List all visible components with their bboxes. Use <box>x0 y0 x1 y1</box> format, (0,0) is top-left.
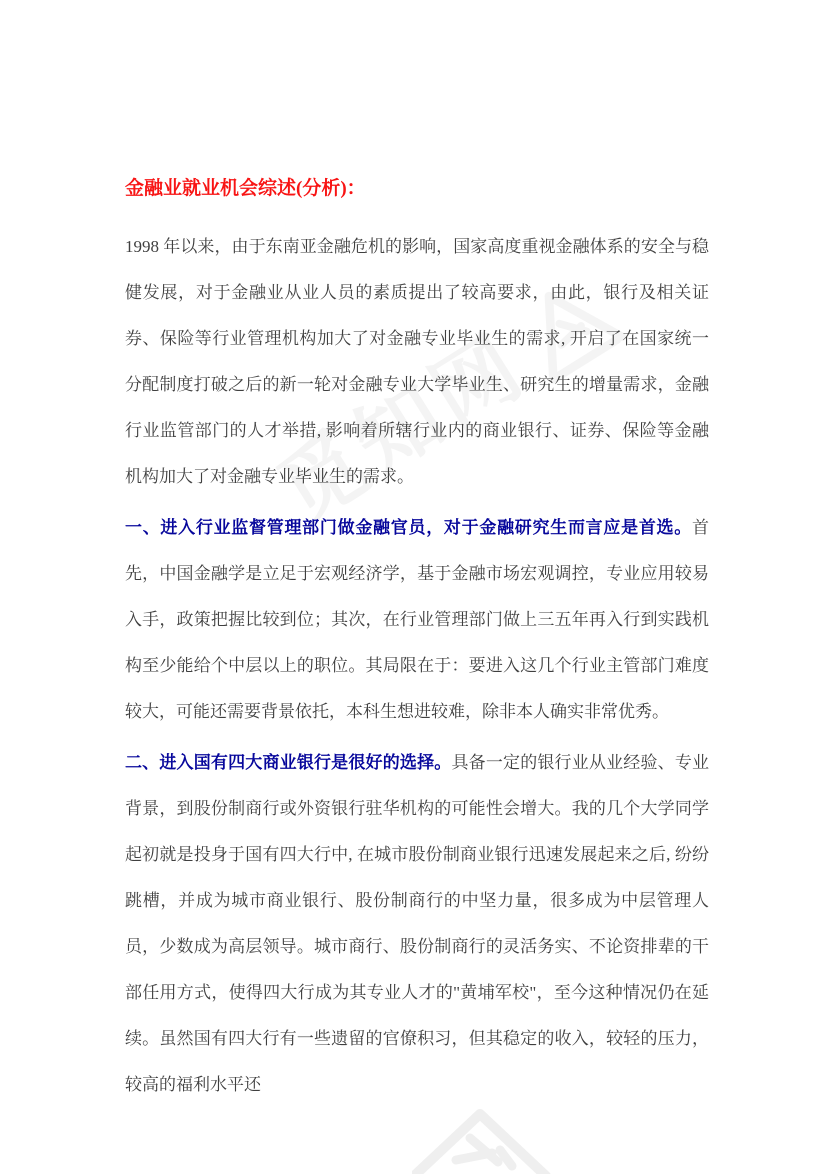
section-2-paragraph <box>125 740 709 1108</box>
intro-paragraph <box>125 224 709 500</box>
section-1-paragraph <box>125 505 709 735</box>
watermark-bottom-triangle-icon <box>412 1108 572 1174</box>
intro-paragraph-text: 1998 年以来，由于东南亚金融危机的影响，国家高度重视金融体系的安全与稳健发展，对于金融业从业人员的素质提出了较高要求，由此，银行及相关证券、保险等行业管理机构加大了对金融专业毕业生的需求, 开启了在国家统一分配制度打破之后的新一轮对金融专业大学毕业生、研究生的增量需求，金融行业监管部门的人才举措, 影响着所辖行业内的商业银行、证券、保险等金融机构加大了对金融专业毕业生的需求。 <box>125 237 709 486</box>
section-1-text: 首先，中国金融学是立足于宏观经济学，基于金融市场宏观调控，专业应用较易入手，政策把握比较到位；其次，在行业管理部门做上三五年再入行到实践机构至少能给个中层以上的职位。其局限在于：要进入这几个行业主管部门难度较大，可能还需要背景依托，本科生想进较难，除非本人确实非常优秀。 <box>125 518 709 721</box>
section-2-text: 具备一定的银行业从业经验、专业背景，到股份制商行或外资银行驻华机构的可能性会增大。我的几个大学同学起初就是投身于国有四大行中, 在城市股份制商业银行迅速发展起来之后, 纷纷跳槽，并成为城市商业银行、股份制商行的中坚力量，很多成为中层管理人员，少数成为高层领导。城市商行、股份制商行的灵活务实、不论资排辈的干部任用方式，使得四大行成为其专业人才的"黄埔军校"，至今这种情况仍在延续。虽然国有四大行有一些遗留的官僚积习，但其稳定的收入，较轻的压力，较高的福利水平还 <box>125 753 710 1094</box>
section-1-heading: 一、进入行业监督管理部门做金融官员，对于金融研究生而言应是首选。 <box>125 518 692 537</box>
document-title: 金融业就业机会综述(分析)： <box>125 178 366 199</box>
document-content <box>125 176 709 1113</box>
section-2-heading: 二、进入国有四大商业银行是很好的选择。 <box>125 753 452 772</box>
